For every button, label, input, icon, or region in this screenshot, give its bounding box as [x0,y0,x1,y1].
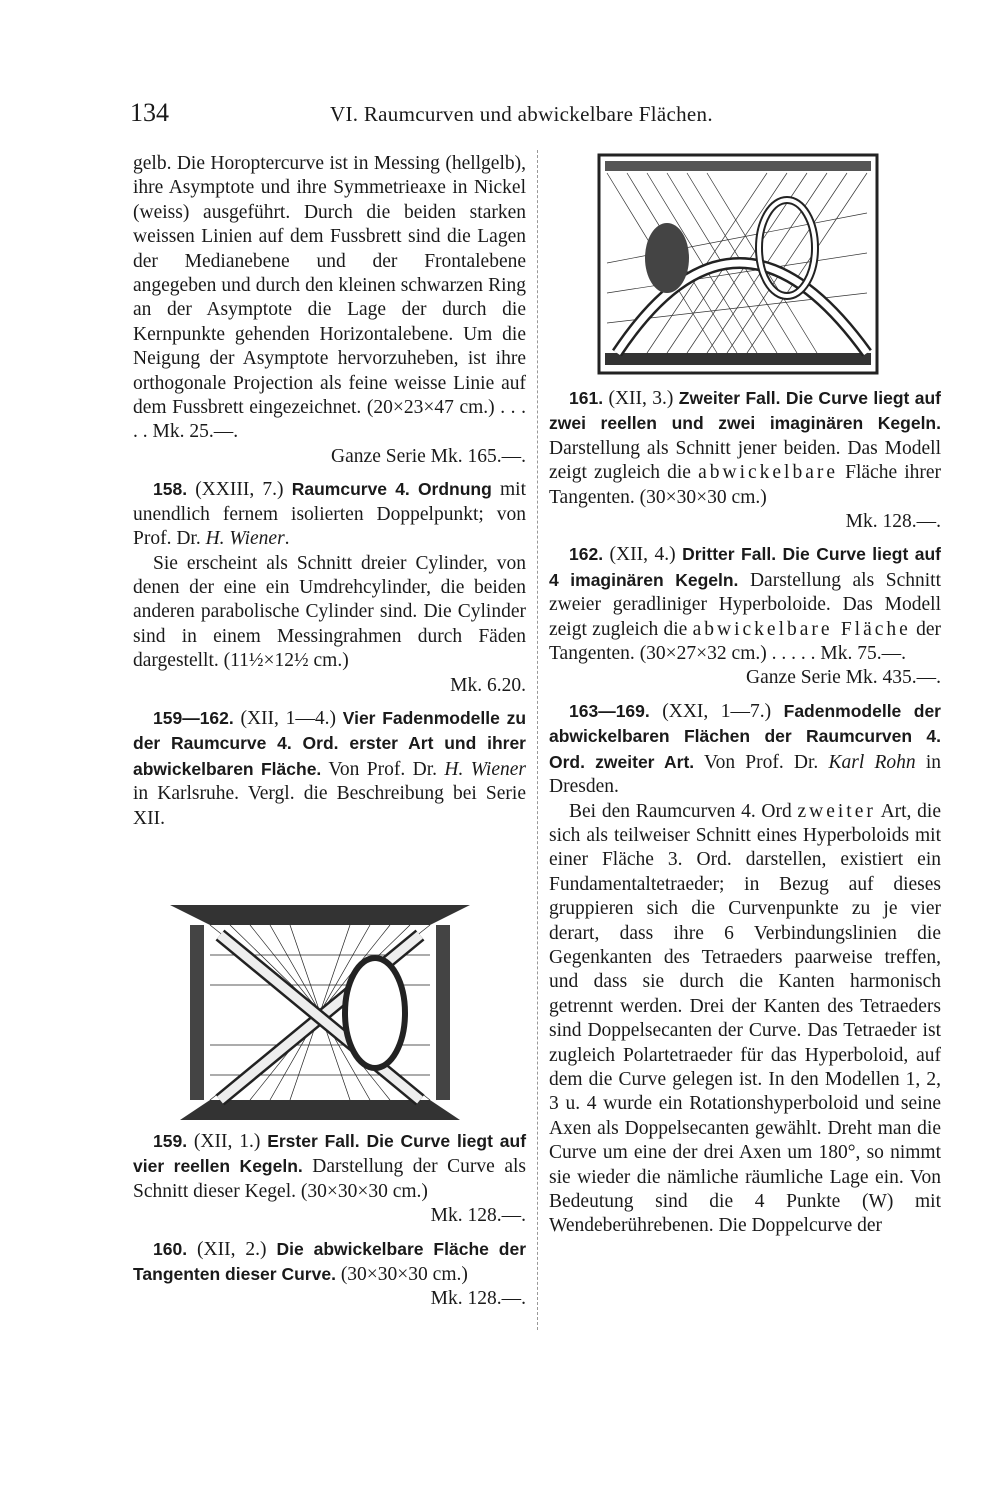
entry-158-description: Sie erscheint als Schnitt dreier Cylinder, von denen der eine ein Umdrehcylinder, die beiden anderen parabolische Cylinder sind. Die Cylinder sind in einem Messingrahmen durch Fäden dargestellt. (11½×12½ cm.) [133,552,526,672]
series-price: Ganze Serie Mk. 435.—. [746,667,941,689]
entry-ref: (XII, 3.) [608,388,674,409]
entry-text-spaced: abwickelbare [698,462,839,484]
entry-author: H. Wiener [205,528,285,550]
entry-159-162 [133,706,526,831]
entry-159 [133,1129,526,1204]
entry-158-price: Mk. 6.20. [450,674,526,696]
paragraph-text-spaced: zweiter [797,800,876,822]
running-head: VI. Raumcurven und abwickelbare Flächen. [330,102,713,126]
entry-text: Darstellung als Schnitt zweier geradliniger Hyperboloide. Das Modell zeigt zugleich die [549,569,941,640]
entry-ref: (XII, 1.) [193,1130,261,1152]
entry-160-price: Mk. 128.—. [430,1288,526,1310]
entry-161 [549,386,941,510]
price: Mk. 25.—. [152,421,239,443]
entry-number: 163—169. [569,700,650,721]
entry-160 [133,1237,526,1288]
entry-159-price: Mk. 128.—. [430,1205,526,1227]
entry-author: H. Wiener [444,758,527,780]
entry-text-spaced: abwickelbare Fläche [692,618,911,640]
entry-ref: (XXIII, 7.) [195,479,284,501]
entry-title: Fadenmodelle der abwickelbaren Flächen der Raumcurven 4. Ord. zweiter Art. [549,700,941,772]
paragraph-text: Bei den Raumcurven 4. Ord [569,800,792,822]
left-column [133,152,526,1312]
entry-text: Darstellung als Schnitt jener beiden. Das Modell zeigt zugleich die [549,437,941,484]
entry-number: 162. [569,544,604,565]
entry-text-end: . [284,528,290,550]
page-number: 134 [130,98,169,127]
entry-number: 158. [153,479,188,500]
entry-author: Karl Rohn [828,751,916,773]
entry-text: Von Prof. Dr. [328,758,438,780]
entry-ref: (XII, 1—4.) [240,707,337,729]
entry-title: Vier Fadenmodelle zu der Raumcurve 4. Ord. erster Art und ihrer abwickelbaren Fläche. [133,707,527,779]
paragraph-text: gelb. Die Horoptercurve ist in Messing (hellgelb), ihre Asymptote und ihre Symmetrieaxe in Nickel (weiss) ausgeführt. Durch die beiden starken weissen Linien auf dem Fussbrett sind die Lagen der Medianebene und der Frontalebene angegeben und durch den kleinen schwarzen Ring an der Asymptote die Lage der durch die Kernpunkte gehenden Horizontalebene. Um die Neigung der Asymptote hervorzuheben, ist ihre orthogonale Projection als feine weisse Linie auf dem Fussbrett eingezeichnet. [133,153,526,419]
paragraph-continuation [133,152,526,445]
entry-ref: (XII, 4.) [609,544,676,566]
series-price: Ganze Serie Mk. 165.—. [331,445,526,467]
entry-title: Erster Fall. Die Curve liegt auf vier reellen Kegeln. [133,1130,527,1177]
thread-model-illustration-161 [597,153,879,375]
figure-model-161 [597,153,879,375]
entry-number: 159—162. [153,707,234,728]
entry-163-169 [549,699,941,800]
entry-text: der Tangenten. [549,618,941,665]
entry-text-end: in Dresden. [549,751,941,798]
paragraph-text: Art, die sich als teilweiser Schnitt eines Hyperboloids mit einer Fläche 3. Ord. darstellen, existiert ein Fundamentaltetraeder; in Bezug auf dieses gruppieren sich die Curvenpunkte zu je vier derart, dass ihre 6 Verbindungslinien die Gegenkanten des Tetraeders paarweise treffen, und dass sie durch die Kanten harmonisch getrennt werden. Drei der Kanten des Tetraeders sind Doppelsecanten der Curve. Das Tetraeder ist zugleich Polartetraeder für das Hyperboloid, auf dem die Curve gelegen ist. In den Modellen 1, 2, 3 u. 4 wurde ein Rotationshyperboloid und seine Axen als Doppelsecanten gewählt. Dreht man die Curve um eine der drei Axen um 180°, so nimmt sie wieder die nämliche räumliche Lage ein. Von Bedeutung sind die 4 Punkte (W) mit Wendeberührebenen. Die Doppelcurve der [549,800,941,1237]
entry-title: Dritter Fall. Die Curve liegt auf 4 imaginären Kegeln. [549,544,942,590]
entry-text-end: in Karlsruhe. Vergl. die Beschreibung bei Serie XII. [133,783,526,829]
entry-text: (30×30×30 cm.) [340,1264,468,1285]
entry-ref: (XXI, 1—7.) [662,700,772,722]
column-divider [537,150,538,1330]
entry-title: Zweiter Fall. Die Curve liegt auf zwei reellen und zwei imaginären Kegeln. [549,388,942,434]
entry-number: 159. [153,1130,188,1151]
entry-text: Fläche ihrer Tangenten. (30×30×30 cm.) [549,462,942,508]
entry-161-price: Mk. 128.—. [845,511,941,533]
dimensions: (30×27×32 cm.) [639,643,767,665]
entry-text: Von Prof. Dr. [704,751,819,773]
page-header [130,98,950,138]
price: Mk. 75.—. [820,643,906,665]
dimensions: (20×23×47 cm.) [366,397,495,419]
entry-title: Die abwickelbare Fläche der Tangenten dieser Curve. [133,1238,527,1284]
entry-ref: (XII, 2.) [197,1238,267,1260]
entry-number: 160. [153,1238,188,1259]
leader-dots: . . . . . [133,397,526,443]
entry-text: Darstellung der Curve als Schnitt dieser Kegel. (30×30×30 cm.) [133,1156,526,1202]
right-column [549,386,941,1239]
entry-158 [133,477,526,551]
figure-spacer [133,831,526,1121]
entry-number: 161. [569,388,604,408]
entry-title: Raumcurve 4. Ordnung [291,479,492,500]
entry-162 [549,542,941,666]
leader-dots: . . . . . [771,643,816,665]
entry-text: mit unendlich fernem isolierten Doppelpunkt; von Prof. Dr. [133,479,527,550]
entry-163-description [549,800,941,1239]
